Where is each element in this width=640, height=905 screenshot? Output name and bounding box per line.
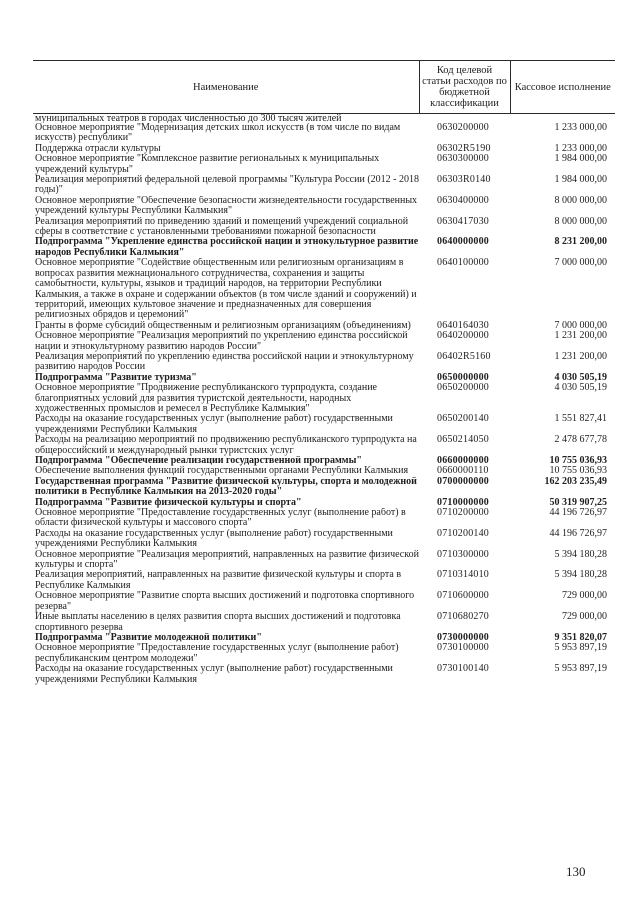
table-row <box>33 414 615 435</box>
row-code: 0710200000 <box>437 508 489 519</box>
row-code: 0710000000 <box>437 497 489 508</box>
table-row <box>33 154 615 175</box>
table-row <box>33 144 615 154</box>
page-number: 130 <box>566 864 586 879</box>
table-row <box>33 321 615 331</box>
row-amount <box>510 114 615 124</box>
table-row <box>33 612 615 633</box>
row-code: 0660000000 <box>437 456 489 466</box>
table-row <box>33 331 615 352</box>
row-amount: 8 000 000,00 <box>554 216 607 227</box>
row-name: Подпрограмма "Укрепление единства российской нации и этнокультурное развитие народов Республики Калмыкия" <box>35 237 419 258</box>
row-amount: 4 030 505,19 <box>554 372 607 383</box>
row-name: Подпрограмма "Развитие туризма" <box>35 372 197 383</box>
row-code: 0730100140 <box>437 664 489 675</box>
row-code: 06303R0140 <box>437 175 491 186</box>
table-row <box>33 550 615 571</box>
row-name: Реализация мероприятий по укреплению единства российской нации и этнокультурному развитию народов России <box>35 351 414 373</box>
table-row <box>33 237 615 258</box>
row-name: Основное мероприятие "Предоставление государственных услуг (выполнение работ) республиканским центром молодежи" <box>35 643 399 664</box>
row-name: Гранты в форме субсидий общественным и религиозным организациям (объединениям) <box>35 320 411 331</box>
row-name: Подпрограмма "Обеспечение реализации государственной программы" <box>35 456 362 466</box>
row-name: Основное мероприятие "Обеспечение безопасности жизнедеятельности государственных учреждений культуры Республики Калмыкия" <box>35 195 418 217</box>
table-row <box>33 643 615 664</box>
row-name: Государственная программа "Развитие физической культуры, спорта и молодежной политики в Республике Калмыкия на 2013-2020 годы" <box>35 476 417 498</box>
row-name: Основное мероприятие "Развитие спорта высших достижений и подготовка спортивного резерва" <box>35 591 415 612</box>
row-amount: 1 233 000,00 <box>554 123 607 133</box>
table-row <box>33 196 615 217</box>
row-amount: 5 394 180,28 <box>554 570 607 581</box>
row-code: 0640000000 <box>437 237 489 248</box>
row-code: 0640100000 <box>437 258 489 269</box>
table-row <box>33 508 615 529</box>
row-name: Поддержка отрасли культуры <box>35 143 161 154</box>
row-name: Иные выплаты населению в целях развития спорта высших достижений и подготовка спортивного резерва <box>35 612 401 633</box>
table-row <box>33 456 615 466</box>
table-row <box>33 498 615 508</box>
row-name: Основное мероприятие "Реализация мероприятий, направленных на развитие физической культуры и спорта" <box>35 549 419 571</box>
table-row <box>33 175 615 196</box>
row-amount: 5 953 897,19 <box>554 664 607 675</box>
row-amount: 44 196 726,97 <box>549 508 607 519</box>
row-name: Подпрограмма "Развитие физической культуры и спорта" <box>35 497 302 508</box>
row-amount: 50 319 907,25 <box>549 497 607 508</box>
table-row <box>33 114 615 124</box>
row-code: 0710680270 <box>437 612 489 623</box>
row-code: 0730100000 <box>437 643 489 654</box>
row-name: Реализация мероприятий федеральной целевой программы "Культура России (2012 - 2018 годы)" <box>35 175 419 196</box>
row-code: 06402R5160 <box>437 351 491 362</box>
row-name: муниципальных театров в городах численностью до 300 тысяч жителей <box>35 113 342 123</box>
row-code: 0710200140 <box>437 528 489 539</box>
row-name: Основное мероприятие "Содействие общественным или религиозным организациям в вопросах развития межнационального сотрудничества, сохранения и защиты самобытности, культуры, языков и традиций народов, на территории Республики Калмыкия, а также в охране и содержании объектов (в том числе зданий и сооружений) и территорий, имеющих культовое значение и предназначенных для совершения религиозных обрядов и церемоний" <box>35 258 417 321</box>
row-amount: 162 203 235,49 <box>544 476 607 487</box>
row-amount: 1 233 000,00 <box>554 143 607 154</box>
row-code: 0650200140 <box>437 414 489 425</box>
row-code: 0660000110 <box>437 466 489 477</box>
row-code: 0710600000 <box>437 591 489 602</box>
row-amount: 729 000,00 <box>562 591 607 602</box>
table-row <box>33 633 615 643</box>
row-amount: 10 755 036,93 <box>549 466 607 477</box>
row-code: 0650214050 <box>437 435 489 446</box>
row-amount: 8 231 200,00 <box>554 237 607 248</box>
table-row <box>33 123 615 144</box>
row-amount: 2 478 677,78 <box>554 435 607 446</box>
table-header-row <box>33 61 615 114</box>
table-row <box>33 383 615 414</box>
table-body <box>33 114 615 685</box>
row-amount: 1 984 000,00 <box>554 175 607 186</box>
row-name: Реализация мероприятий по приведению зданий и помещений учреждений социальной сферы в соответствие с установленными требованиями пожарной безопасности <box>35 216 409 238</box>
row-name: Основное мероприятие "Продвижение республиканского турпродукта, создание благоприятных условий для развития туристской деятельности, народных художественных промыслов и ремесел в Республике Калмыкия" <box>35 383 377 414</box>
table-row <box>33 352 615 373</box>
row-amount: 7 000 000,00 <box>554 258 607 269</box>
row-amount: 1 551 827,41 <box>554 414 607 425</box>
row-code: 0640200000 <box>437 331 489 342</box>
row-code: 0650200000 <box>437 383 489 394</box>
table-row <box>33 529 615 550</box>
row-name: Реализация мероприятий, направленных на развитие физической культуры и спорта в Республике Калмыкия <box>35 570 402 591</box>
table-row <box>33 258 615 320</box>
row-name: Расходы на оказание государственных услуг (выполнение работ) государственными учреждениями Республики Калмыкия <box>35 414 393 435</box>
row-amount: 5 394 180,28 <box>554 549 607 560</box>
header-code: Код целевой статьи расходов по бюджетной классификации <box>419 61 510 114</box>
table-row <box>33 591 615 612</box>
row-code: 0640164030 <box>437 320 489 331</box>
row-name: Подпрограмма "Развитие молодежной политики" <box>35 632 262 643</box>
row-code <box>419 114 510 124</box>
row-name: Основное мероприятие "Комплексное развитие региональных к муниципальных учреждений культуры" <box>35 154 380 175</box>
table-row <box>33 217 615 238</box>
row-code: 0630300000 <box>437 154 489 165</box>
row-code: 0630417030 <box>437 216 489 227</box>
row-code: 0730000000 <box>437 632 489 643</box>
row-name: Расходы на оказание государственных услуг (выполнение работ) государственными учреждениями Республики Калмыкия <box>35 528 393 550</box>
table-row <box>33 373 615 383</box>
row-code: 0710314010 <box>437 570 489 581</box>
budget-execution-table <box>33 60 615 685</box>
row-amount: 1 984 000,00 <box>554 154 607 165</box>
row-amount: 729 000,00 <box>562 612 607 623</box>
row-code: 0650000000 <box>437 372 489 383</box>
row-name: Основное мероприятие "Реализация мероприятий по укреплению единства российской нации и этнокультурному развитию народов России" <box>35 331 408 352</box>
table-row <box>33 435 615 456</box>
row-amount: 1 231 200,00 <box>554 351 607 362</box>
table-row <box>33 466 615 476</box>
row-amount: 44 196 726,97 <box>549 528 607 539</box>
row-amount: 7 000 000,00 <box>554 320 607 331</box>
row-amount: 9 351 820,07 <box>554 632 607 643</box>
row-amount: 1 231 200,00 <box>554 331 607 342</box>
row-name: Основное мероприятие "Модернизация детских школ искусств (в том числе по видам искусств) республики" <box>35 123 401 144</box>
row-code: 06302R5190 <box>437 143 491 154</box>
header-name: Наименование <box>33 61 419 114</box>
table-row <box>33 664 615 685</box>
row-name: Основное мероприятие "Предоставление государственных услуг (выполнение работ) в области физической культуры и массового спорта" <box>35 508 406 529</box>
row-code: 0630400000 <box>437 195 489 206</box>
row-code: 0710300000 <box>437 549 489 560</box>
table-row <box>33 477 615 498</box>
row-amount: 8 000 000,00 <box>554 195 607 206</box>
header-amount: Кассовое исполнение <box>510 61 615 114</box>
table-row <box>33 570 615 591</box>
row-code: 0700000000 <box>437 476 489 487</box>
row-code: 0630200000 <box>437 123 489 133</box>
row-amount: 10 755 036,93 <box>549 456 607 466</box>
row-name: Обеспечение выполнения функций государственными органами Республики Калмыкия <box>35 466 409 477</box>
row-amount: 4 030 505,19 <box>554 383 607 394</box>
row-name: Расходы на реализацию мероприятий по продвижению республиканского турпродукта на общероссийский и международный рынки туристских услуг <box>35 435 417 456</box>
row-amount: 5 953 897,19 <box>554 643 607 654</box>
row-name: Расходы на оказание государственных услуг (выполнение работ) государственными учреждениями Республики Калмыкия <box>35 664 393 685</box>
